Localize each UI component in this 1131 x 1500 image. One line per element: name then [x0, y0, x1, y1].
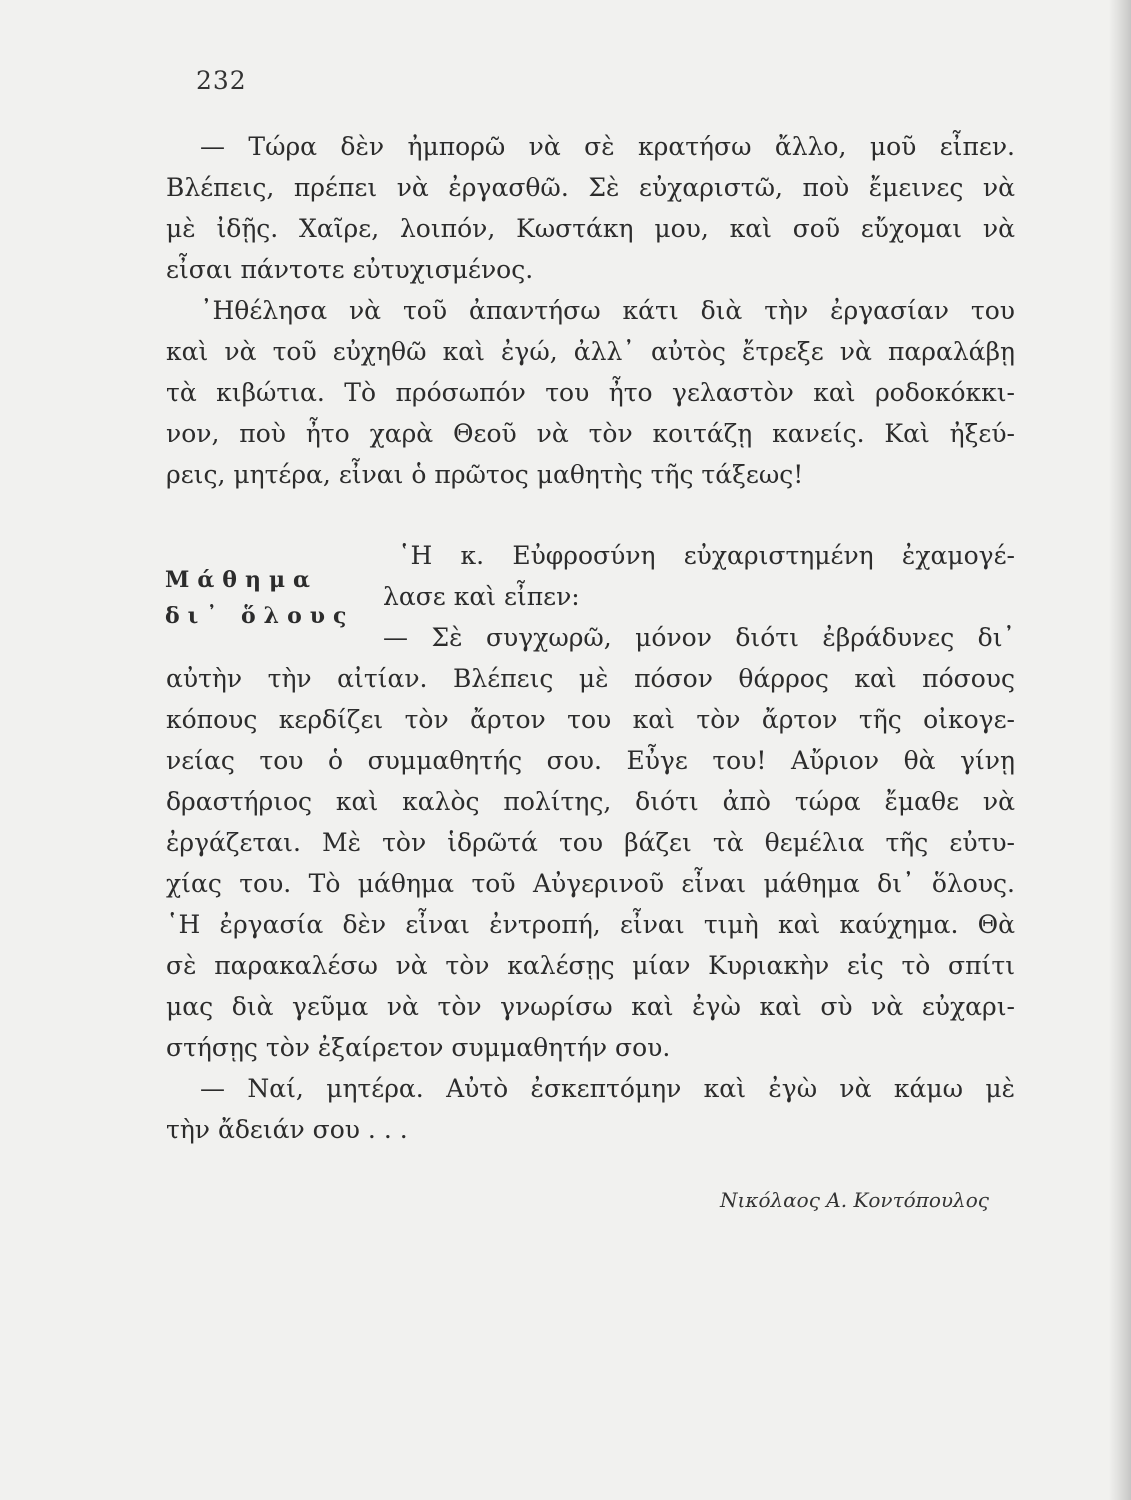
text-line: μας διὰ γεῦμα νὰ τὸν γνωρίσω καὶ ἐγὼ καὶ σὺ νὰ εὐχαρι- [166, 992, 1015, 1021]
text-line: Βλέπεις, πρέπει νὰ ἐργασθῶ. Σὲ εὐχαριστῶ, ποὺ ἔμεινες νὰ [166, 173, 1015, 202]
text-line: κόπους κερδίζει τὸν ἄρτον του καὶ τὸν ἄρτον τῆς οἰκογε- [166, 705, 1015, 734]
text-line: ῾Η ἐργασία δὲν εἶναι ἐντροπή, εἶναι τιμὴ καὶ καύχημα. Θὰ [166, 910, 1015, 939]
text-line: λασε καὶ εἶπεν: [383, 582, 580, 611]
text-line: — Ναί, μητέρα. Αὐτὸ ἐσκεπτόμην καὶ ἐγὼ νὰ κάμω μὲ [200, 1074, 1015, 1103]
text-line: δραστήριος καὶ καλὸς πολίτης, διότι ἀπὸ τώρα ἔμαθε νὰ [166, 787, 1015, 816]
text-line: εἶσαι πάντοτε εὐτυχισμένος. [166, 255, 534, 284]
author-signature: Νικόλαος Α. Κοντόπουλος [720, 1188, 989, 1212]
text-line: στήσῃς τὸν ἐξαίρετον συμμαθητήν σου. [166, 1033, 671, 1062]
text-line: — Σὲ συγχωρῶ, μόνον διότι ἐβράδυνες δι᾽ [383, 623, 1015, 652]
page-number: 232 [196, 66, 247, 95]
text-line: ᾿Ηθέλησα νὰ τοῦ ἀπαντήσω κάτι διὰ τὴν ἐργασίαν του [200, 296, 1015, 325]
margin-heading-line-1: Μάθημα [165, 567, 318, 593]
text-line: αὐτὴν τὴν αἰτίαν. Βλέπεις μὲ πόσον θάρρος καὶ πόσους [166, 664, 1015, 693]
text-line: ῾Η κ. Εὐφροσύνη εὐχαριστημένη ἐχαμογέ- [398, 541, 1015, 570]
text-line: χίας του. Τὸ μάθημα τοῦ Αὐγερινοῦ εἶναι μάθημα δι᾽ ὅλους. [166, 869, 1015, 898]
text-line: ρεις, μητέρα, εἶναι ὁ πρῶτος μαθητὴς τῆς τάξεως! [166, 460, 804, 489]
margin-heading-line-2: δι᾽ ὅλους [165, 603, 355, 629]
text-line: τὰ κιβώτια. Τὸ πρόσωπόν του ἦτο γελαστὸν καὶ ροδοκόκκι- [166, 378, 1015, 407]
page-edge-shadow [1109, 0, 1131, 1500]
text-line: σὲ παρακαλέσω νὰ τὸν καλέσῃς μίαν Κυριακὴν εἰς τὸ σπίτι [166, 951, 1015, 980]
text-line: καὶ νὰ τοῦ εὐχηθῶ καὶ ἐγώ, ἀλλ᾽ αὐτὸς ἔτρεξε νὰ παραλάβῃ [166, 337, 1015, 366]
text-line: ἐργάζεται. Μὲ τὸν ἱδρῶτά του βάζει τὰ θεμέλια τῆς εὐτυ- [166, 828, 1015, 857]
text-line: τὴν ἄδειάν σου . . . [166, 1115, 408, 1144]
text-line: — Τώρα δὲν ἠμπορῶ νὰ σὲ κρατήσω ἄλλο, μοῦ εἶπεν. [200, 132, 1015, 161]
text-line: νον, ποὺ ἦτο χαρὰ Θεοῦ νὰ τὸν κοιτάζῃ κανείς. Καὶ ἠξεύ- [166, 419, 1015, 448]
text-line: νείας του ὁ συμμαθητής σου. Εὖγε του! Αὔριον θὰ γίνῃ [166, 746, 1015, 775]
text-line: μὲ ἰδῇς. Χαῖρε, λοιπόν, Κωστάκη μου, καὶ σοῦ εὔχομαι νὰ [166, 214, 1015, 243]
